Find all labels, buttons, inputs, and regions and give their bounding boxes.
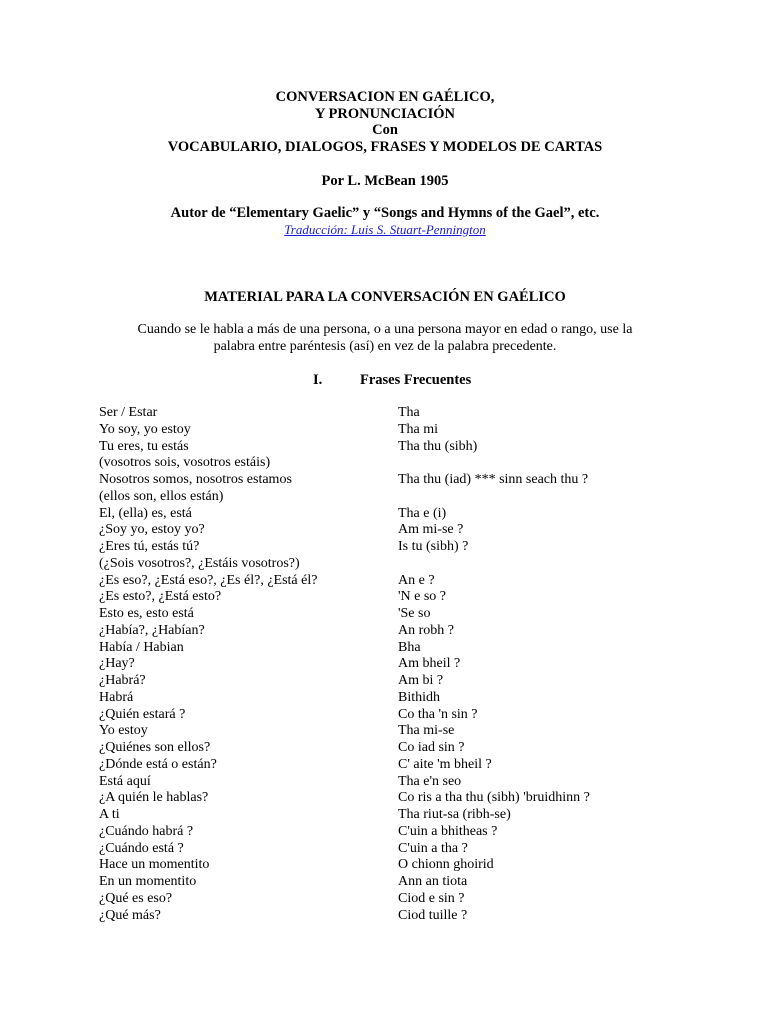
intro-paragraph <box>0 321 770 355</box>
spanish-phrase: ¿Es esto?, ¿Está esto? <box>99 589 222 605</box>
gaelic-phrase: Is tu (sibh) ? <box>398 539 469 554</box>
gaelic-phrase: Tha mi-se <box>398 723 455 739</box>
vocabulary-row <box>0 790 770 807</box>
translator-link[interactable]: Traducción: Luis S. Stuart-Pennington <box>284 222 486 237</box>
title-line: CONVERSACION EN GAÉLICO, <box>275 89 495 105</box>
document-title <box>0 89 770 155</box>
vocabulary-row <box>0 908 770 925</box>
gaelic-phrase: Am bheil ? <box>398 656 461 672</box>
section-title: MATERIAL PARA LA CONVERSACIÓN EN GAÉLICO <box>204 289 566 305</box>
vocabulary-row <box>0 589 770 606</box>
author-works-line: Autor de “Elementary Gaelic” y “Songs and Hymns of the Gael”, etc. <box>170 205 600 221</box>
gaelic-phrase: Tha e (i) <box>398 505 447 521</box>
gaelic-phrase: An robh ? <box>398 622 454 638</box>
gaelic-phrase: C'uin a bhitheas ? <box>398 823 498 839</box>
vocabulary-row <box>0 422 770 439</box>
spanish-phrase: ¿Qué más? <box>99 907 161 923</box>
vocabulary-row <box>0 506 770 523</box>
gaelic-phrase: Tha <box>398 405 420 420</box>
gaelic-phrase: Ann an tiota <box>398 874 468 889</box>
gaelic-phrase: 'Se so <box>398 606 431 621</box>
spanish-phrase: Hace un momentito <box>99 857 210 873</box>
vocabulary-row <box>0 740 770 757</box>
subsection-number: I. <box>313 372 323 388</box>
gaelic-phrase: Co iad sin ? <box>398 740 465 755</box>
author-line: Por L. McBean 1905 <box>321 173 449 189</box>
vocabulary-row <box>0 606 770 623</box>
spanish-phrase: Yo soy, yo estoy <box>99 421 191 437</box>
vocabulary-row <box>0 757 770 774</box>
vocabulary-row <box>0 656 770 673</box>
vocabulary-row <box>0 573 770 590</box>
vocabulary-row <box>0 539 770 556</box>
spanish-phrase: ¿Qué es eso? <box>99 890 173 906</box>
vocabulary-row <box>0 556 770 573</box>
vocabulary-row <box>0 774 770 791</box>
vocabulary-row <box>0 522 770 539</box>
vocabulary-row <box>0 841 770 858</box>
spanish-phrase: ¿Soy yo, estoy yo? <box>99 522 205 538</box>
gaelic-phrase: Co ris a tha thu (sibh) 'bruidhinn ? <box>398 790 590 806</box>
gaelic-phrase: Tha riut-sa (ribh-se) <box>398 807 511 822</box>
spanish-phrase: Tu eres, tu estás <box>99 438 189 454</box>
spanish-phrase: Ser / Estar <box>99 405 158 420</box>
gaelic-phrase: Ciod e sin ? <box>398 890 465 906</box>
spanish-phrase: (ellos son, ellos están) <box>99 488 224 504</box>
gaelic-phrase: Am mi-se ? <box>398 522 464 538</box>
spanish-phrase: ¿Quiénes son ellos? <box>99 740 211 755</box>
spanish-phrase: Nosotros somos, nosotros estamos <box>99 472 292 487</box>
spanish-phrase: Habrá <box>99 689 134 705</box>
intro-line: palabra entre paréntesis (así) en vez de la palabra precedente. <box>213 339 557 354</box>
gaelic-phrase: Ciod tuille ? <box>398 907 468 923</box>
gaelic-phrase: C'uin a tha ? <box>398 840 468 856</box>
gaelic-phrase: Am bi ? <box>398 673 444 688</box>
gaelic-phrase: Bha <box>398 639 421 655</box>
spanish-phrase: Yo estoy <box>99 723 148 739</box>
spanish-phrase: (¿Sois vosotros?, ¿Estáis vosotros?) <box>99 555 300 571</box>
spanish-phrase: ¿Eres tú, estás tú? <box>99 539 200 554</box>
gaelic-phrase: An e ? <box>398 572 435 588</box>
gaelic-phrase: 'N e so ? <box>398 589 447 605</box>
vocabulary-list <box>0 405 770 924</box>
spanish-phrase: (vosotros sois, vosotros estáis) <box>99 455 271 471</box>
translator-line <box>0 222 770 237</box>
vocabulary-row <box>0 455 770 472</box>
gaelic-phrase: Bithidh <box>398 689 441 705</box>
spanish-phrase: ¿Había?, ¿Habían? <box>99 622 205 638</box>
spanish-phrase: ¿Quién estará ? <box>99 706 186 722</box>
title-line: Con <box>372 122 398 138</box>
vocabulary-row <box>0 673 770 690</box>
intro-line: Cuando se le habla a más de una persona, o a una persona mayor en edad o rango, use la <box>137 322 633 337</box>
vocabulary-row <box>0 640 770 657</box>
spanish-phrase: ¿Hay? <box>99 656 135 672</box>
gaelic-phrase: C' aite 'm bheil ? <box>398 756 492 772</box>
gaelic-phrase: Tha thu (sibh) <box>398 438 478 454</box>
subsection-title: Frases Frecuentes <box>360 372 472 388</box>
spanish-phrase: El, (ella) es, está <box>99 505 192 521</box>
spanish-phrase: Había / Habian <box>99 639 184 655</box>
spanish-phrase: A ti <box>99 807 120 822</box>
vocabulary-row <box>0 707 770 724</box>
title-line: Y PRONUNCIACIÓN <box>314 105 456 122</box>
vocabulary-row <box>0 807 770 824</box>
vocabulary-row <box>0 857 770 874</box>
spanish-phrase: ¿Cuándo habrá ? <box>99 823 194 839</box>
gaelic-phrase: Tha thu (iad) *** sinn seach thu ? <box>398 472 589 487</box>
gaelic-phrase: O chionn ghoirid <box>398 857 494 873</box>
spanish-phrase: ¿Dónde está o están? <box>99 756 217 772</box>
spanish-phrase: Está aquí <box>99 773 151 789</box>
gaelic-phrase: Co tha 'n sin ? <box>398 706 478 722</box>
spanish-phrase: ¿Es eso?, ¿Está eso?, ¿Es él?, ¿Está él? <box>99 572 318 588</box>
vocabulary-row <box>0 824 770 841</box>
vocabulary-row <box>0 472 770 489</box>
vocabulary-row <box>0 874 770 891</box>
vocabulary-row <box>0 623 770 640</box>
vocabulary-row <box>0 723 770 740</box>
vocabulary-row <box>0 439 770 456</box>
spanish-phrase: En un momentito <box>99 874 197 889</box>
spanish-phrase: Esto es, esto está <box>99 606 194 621</box>
gaelic-phrase: Tha mi <box>398 421 439 437</box>
vocabulary-row <box>0 489 770 506</box>
vocabulary-row <box>0 405 770 422</box>
vocabulary-row <box>0 891 770 908</box>
spanish-phrase: ¿Habrá? <box>99 673 146 688</box>
spanish-phrase: ¿Cuándo está ? <box>99 840 184 856</box>
vocabulary-row <box>0 690 770 707</box>
gaelic-phrase: Tha e'n seo <box>398 773 462 789</box>
title-line: VOCABULARIO, DIALOGOS, FRASES Y MODELOS DE CARTAS <box>167 138 603 155</box>
spanish-phrase: ¿A quién le hablas? <box>99 790 209 806</box>
